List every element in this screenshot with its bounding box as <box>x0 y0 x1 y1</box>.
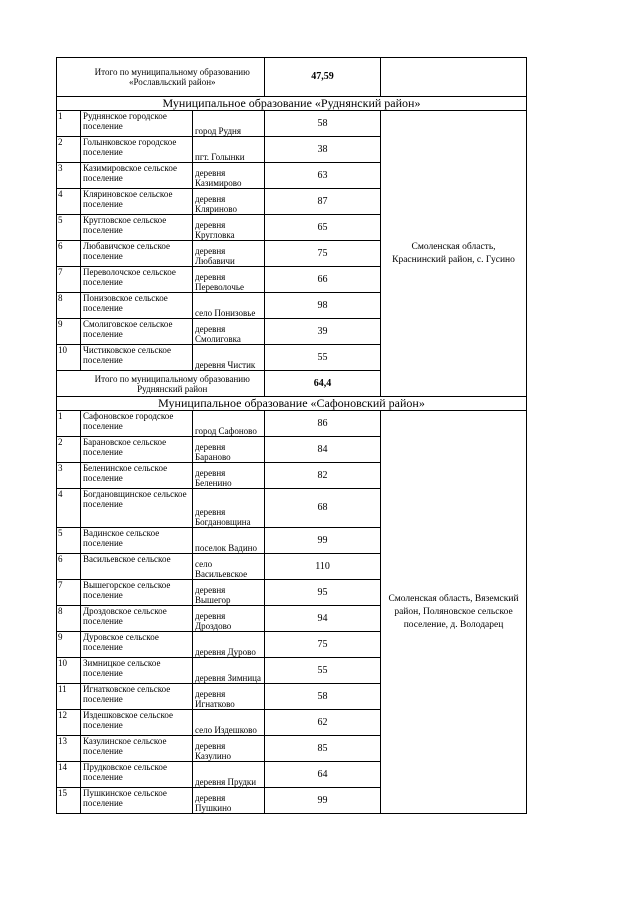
row-number: 11 <box>57 684 81 710</box>
row-number: 2 <box>57 437 81 463</box>
settlement-place: деревня Смолиговка <box>193 319 265 345</box>
settlement-value: 58 <box>265 111 381 137</box>
row-number: 3 <box>57 163 81 189</box>
settlement-place: село Издешково <box>193 710 265 736</box>
row-number: 8 <box>57 606 81 632</box>
settlement-value: 68 <box>265 489 381 528</box>
row-number: 13 <box>57 736 81 762</box>
settlement-place: деревня Любавичи <box>193 241 265 267</box>
settlement-name: Игнатковское сельское поселение <box>81 684 193 710</box>
settlement-place: пгт. Голынки <box>193 137 265 163</box>
settlement-place: деревня Переволочье <box>193 267 265 293</box>
settlement-name: Казимировское сельское поселение <box>81 163 193 189</box>
settlement-place: деревня Пушкино <box>193 788 265 814</box>
settlement-name: Дроздовское сельское поселение <box>81 606 193 632</box>
row-number: 6 <box>57 241 81 267</box>
settlement-name: Дуровское сельское поселение <box>81 632 193 658</box>
settlement-name: Кругловское сельское поселение <box>81 215 193 241</box>
settlement-value: 95 <box>265 580 381 606</box>
settlement-name: Сафоновское городское поселение <box>81 411 193 437</box>
settlement-place: деревня Богдановщина <box>193 489 265 528</box>
settlement-name: Голынковское городское поселение <box>81 137 193 163</box>
section-title: Муниципальное образование «Сафоновский район» <box>57 397 527 411</box>
settlement-value: 62 <box>265 710 381 736</box>
settlement-name: Беленинское сельское поселение <box>81 463 193 489</box>
section-header-row <box>57 397 527 411</box>
row-number: 7 <box>57 267 81 293</box>
section-total-value: 64,4 <box>265 371 381 397</box>
settlement-place: село Васильевское <box>193 554 265 580</box>
settlement-name: Зимницкое сельское поселение <box>81 658 193 684</box>
top-total-num-cell <box>57 58 81 97</box>
settlement-name: Барановское сельское поселение <box>81 437 193 463</box>
settlement-name: Васильевское сельское <box>81 554 193 580</box>
settlement-place: город Рудня <box>193 111 265 137</box>
row-number: 9 <box>57 319 81 345</box>
settlement-name: Богдановщинское сельское поселение <box>81 489 193 528</box>
table-row <box>57 111 527 137</box>
settlements-table <box>56 57 527 814</box>
row-number: 7 <box>57 580 81 606</box>
section-total-label: Итого по муниципальному образованию Руднянский район <box>81 371 265 397</box>
settlement-place: село Понизовье <box>193 293 265 319</box>
settlement-value: 55 <box>265 658 381 684</box>
settlement-name: Издешковское сельское поселение <box>81 710 193 736</box>
settlement-place: деревня Кругловка <box>193 215 265 241</box>
row-number: 1 <box>57 111 81 137</box>
settlement-value: 63 <box>265 163 381 189</box>
settlement-value: 98 <box>265 293 381 319</box>
settlement-name: Прудковское сельское поселение <box>81 762 193 788</box>
settlement-place: деревня Дроздово <box>193 606 265 632</box>
section-address: Смоленская область, Вяземский район, Поляновское сельское поселение, д. Володарец <box>381 411 527 814</box>
settlement-name: Кляриновское сельское поселение <box>81 189 193 215</box>
settlement-name: Вадинское сельское поселение <box>81 528 193 554</box>
settlement-value: 39 <box>265 319 381 345</box>
settlement-place: деревня Бараново <box>193 437 265 463</box>
settlement-name: Понизовское сельское поселение <box>81 293 193 319</box>
settlement-place: деревня Кляриново <box>193 189 265 215</box>
row-number: 4 <box>57 189 81 215</box>
settlement-name: Смолиговское сельское поселение <box>81 319 193 345</box>
row-number: 14 <box>57 762 81 788</box>
row-number: 12 <box>57 710 81 736</box>
settlement-place: деревня Дурово <box>193 632 265 658</box>
settlement-name: Переволочское сельское поселение <box>81 267 193 293</box>
settlement-value: 75 <box>265 632 381 658</box>
top-total-empty <box>381 58 527 97</box>
settlement-place: деревня Беленино <box>193 463 265 489</box>
row-number: 10 <box>57 658 81 684</box>
settlement-name: Чистиковское сельское поселение <box>81 345 193 371</box>
settlement-place: деревня Зимница <box>193 658 265 684</box>
row-number: 9 <box>57 632 81 658</box>
settlement-value: 65 <box>265 215 381 241</box>
settlement-value: 58 <box>265 684 381 710</box>
top-total-label: Итого по муниципальному образованию «Рославльский район» <box>81 58 265 97</box>
settlement-value: 64 <box>265 762 381 788</box>
section-header-row <box>57 97 527 111</box>
settlement-name: Любавичское сельское поселение <box>81 241 193 267</box>
top-total-value: 47,59 <box>265 58 381 97</box>
settlement-place: деревня Чистик <box>193 345 265 371</box>
row-number: 8 <box>57 293 81 319</box>
settlement-place: деревня Игнатково <box>193 684 265 710</box>
settlement-name: Вышегорское сельское поселение <box>81 580 193 606</box>
settlement-place: деревня Прудки <box>193 762 265 788</box>
row-number: 3 <box>57 463 81 489</box>
row-number: 1 <box>57 411 81 437</box>
settlement-name: Пушкинское сельское поселение <box>81 788 193 814</box>
section-title: Муниципальное образование «Руднянский район» <box>57 97 527 111</box>
settlement-value: 85 <box>265 736 381 762</box>
settlement-place: деревня Казимирово <box>193 163 265 189</box>
settlement-value: 84 <box>265 437 381 463</box>
row-number: 10 <box>57 345 81 371</box>
settlement-value: 66 <box>265 267 381 293</box>
row-number: 6 <box>57 554 81 580</box>
settlement-value: 99 <box>265 788 381 814</box>
settlement-value: 38 <box>265 137 381 163</box>
section-total-num-cell <box>57 371 81 397</box>
settlement-value: 75 <box>265 241 381 267</box>
settlement-name: Казулинское сельское поселение <box>81 736 193 762</box>
settlement-place: деревня Казулино <box>193 736 265 762</box>
settlement-place: поселок Вадино <box>193 528 265 554</box>
top-total-row <box>57 58 527 97</box>
section-address: Смоленская область, Краснинский район, с. Гусино <box>381 111 527 397</box>
row-number: 15 <box>57 788 81 814</box>
settlement-value: 94 <box>265 606 381 632</box>
settlement-value: 82 <box>265 463 381 489</box>
table-row <box>57 411 527 437</box>
row-number: 5 <box>57 528 81 554</box>
row-number: 5 <box>57 215 81 241</box>
settlement-place: город Сафоново <box>193 411 265 437</box>
settlement-name: Руднянское городское поселение <box>81 111 193 137</box>
settlement-value: 87 <box>265 189 381 215</box>
row-number: 2 <box>57 137 81 163</box>
settlement-value: 55 <box>265 345 381 371</box>
settlement-value: 99 <box>265 528 381 554</box>
settlement-place: деревня Вышегор <box>193 580 265 606</box>
row-number: 4 <box>57 489 81 528</box>
settlement-value: 110 <box>265 554 381 580</box>
settlement-value: 86 <box>265 411 381 437</box>
